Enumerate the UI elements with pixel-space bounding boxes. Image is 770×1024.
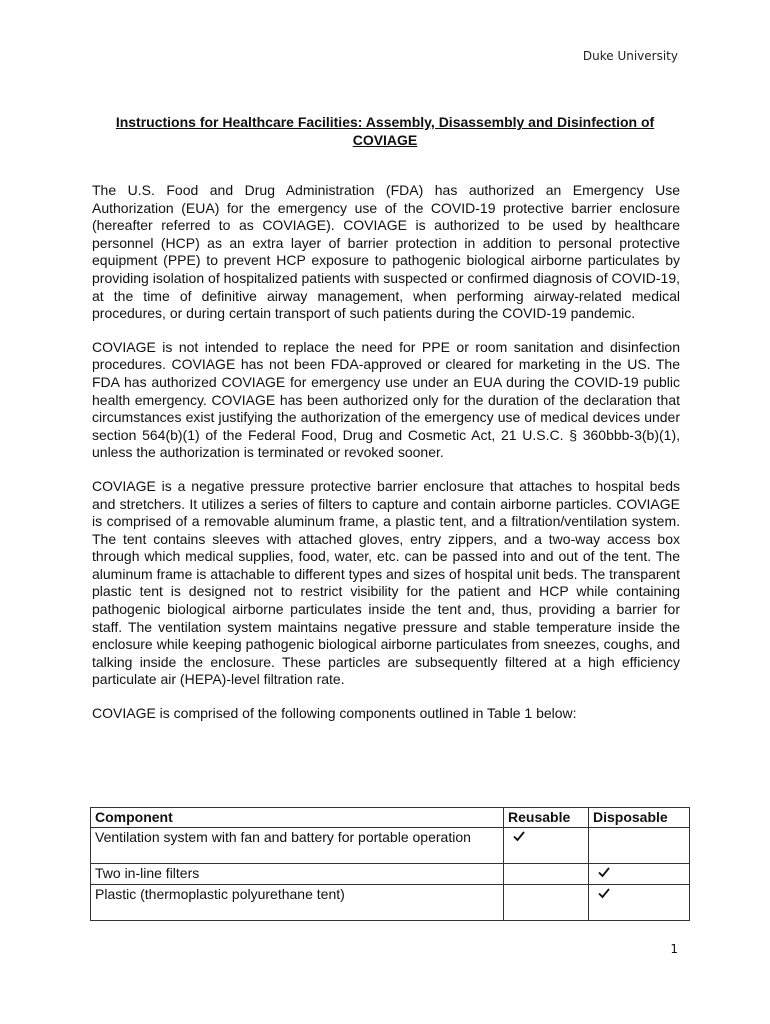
header-reusable: Reusable <box>504 808 589 828</box>
paragraph-description: COVIAGE is a negative pressure protective barrier enclosure that attaches to hospital beds and stretchers. It utilizes a series of filters to capture and contain airborne particles. COVIAGE is comprised of a removable aluminum frame, a plastic tent, and a filtration/ventilation system. The tent contains sleeves with attached gloves, entry zippers, and a two-way access box through which medical supplies, food, water, etc. can be passed into and out of the tent. The aluminum frame is attachable to different types and sizes of hospital unit beds. The transparent plastic tent is designed not to restrict visibility for the patient and HCP while containing pathogenic biological airborne particulates inside the tent and, thus, providing a barrier for staff. The ventilation system maintains negative pressure and stable temperature inside the enclosure while keeping pathogenic biological airborne particulates from sneezes, coughs, and talking inside the enclosure. These particles are subsequently filtered at a high efficiency particulate air (HEPA)-level filtration rate. <box>92 477 680 688</box>
components-table <box>90 807 690 921</box>
table-row <box>91 885 690 921</box>
header-disposable: Disposable <box>589 808 690 828</box>
cell-reusable <box>504 828 589 864</box>
title-line-2: COVIAGE <box>352 132 418 148</box>
cell-component: Plastic (thermoplastic polyurethane tent) <box>91 885 504 921</box>
header-institution: Duke University <box>582 49 678 63</box>
cell-component: Two in-line filters <box>91 864 504 885</box>
table-row <box>91 864 690 885</box>
document-title <box>90 113 680 149</box>
cell-disposable <box>589 885 690 921</box>
cell-disposable <box>589 864 690 885</box>
document-body <box>92 182 680 739</box>
page-number: 1 <box>670 942 678 956</box>
cell-reusable <box>504 885 589 921</box>
table-header-row <box>91 808 690 828</box>
paragraph-table-intro: COVIAGE is comprised of the following components outlined in Table 1 below: <box>92 705 577 722</box>
check-icon <box>512 829 526 843</box>
cell-component: Ventilation system with fan and battery for portable operation <box>91 828 504 864</box>
title-line-1: Instructions for Healthcare Facilities: Assembly, Disassembly and Disinfection of <box>115 114 655 130</box>
paragraph-not-intended: COVIAGE is not intended to replace the need for PPE or room sanitation and disinfection procedures. COVIAGE has not been FDA-approved or cleared for marketing in the US. The FDA has authorized COVIAGE for emergency use under an EUA during the COVID-19 public health emergency. COVIAGE has been authorized only for the duration of the declaration that circumstances exist justifying the authorization of the emergency use of medical devices under section 564(b)(1) of the Federal Food, Drug and Cosmetic Act, 21 U.S.C. § 360bbb-3(b)(1), unless the authorization is terminated or revoked sooner. <box>92 338 680 461</box>
paragraph-eua: The U.S. Food and Drug Administration (FDA) has authorized an Emergency Use Authorization (EUA) for the emergency use of the COVID-19 protective barrier enclosure (hereafter referred to as COVIAGE). COVIAGE is authorized to be used by healthcare personnel (HCP) as an extra layer of barrier protection in addition to personal protective equipment (PPE) to prevent HCP exposure to pathogenic biological airborne particulates by providing isolation of hospitalized patients with suspected or confirmed diagnosis of COVID-19, at the time of definitive airway management, when performing airway-related medical procedures, or during certain transport of such patients during the COVID-19 pandemic. <box>92 182 680 322</box>
header-component: Component <box>91 808 504 828</box>
cell-disposable <box>589 828 690 864</box>
check-icon <box>597 886 611 900</box>
check-icon <box>597 865 611 879</box>
cell-reusable <box>504 864 589 885</box>
table-row <box>91 828 690 864</box>
